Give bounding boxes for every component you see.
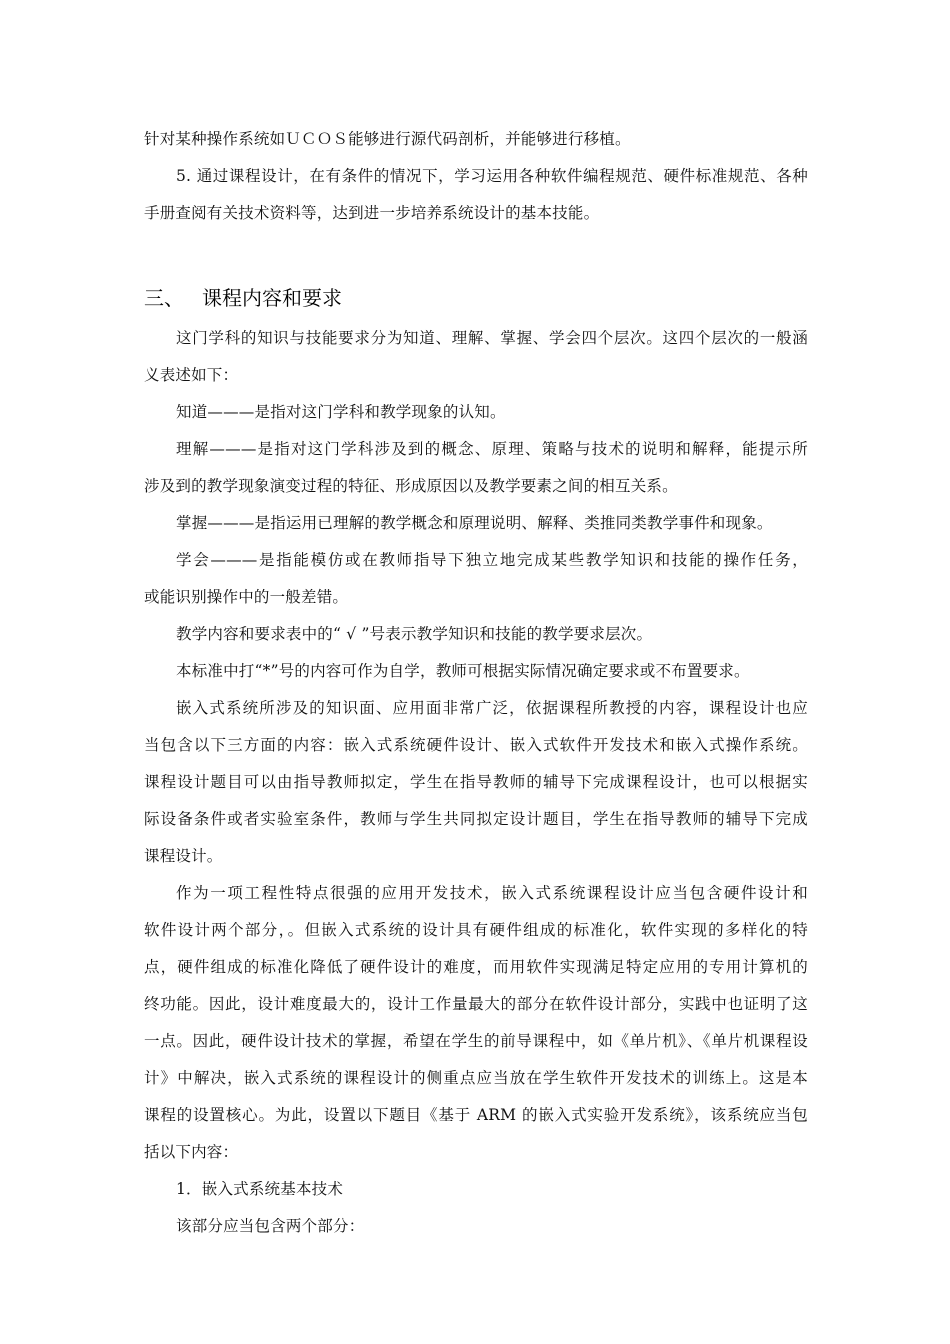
- text-line: 掌握———是指运用已理解的教学概念和原理说明、解释、类推同类教学事件和现象。: [176, 514, 773, 532]
- text-line: 括以下内容：: [144, 1143, 239, 1161]
- text-line: 5. 通过课程设计，在有条件的情况下，学习运用各种软件编程规范、硬件标准规范、各种: [176, 167, 808, 185]
- section-heading: [144, 276, 808, 320]
- text-line: 或能识别操作中的一般差错。: [144, 588, 349, 606]
- text-line: 教学内容和要求表中的“ √ ”号表示教学知识和技能的教学要求层次。: [176, 625, 653, 643]
- section-gap: [144, 232, 808, 276]
- text-line: 课程设计。: [144, 847, 223, 865]
- text-line: 义表述如下：: [144, 366, 239, 384]
- section-number: 三、: [144, 286, 184, 310]
- text-line: 理解———是指对这门学科涉及到的概念、原理、策略与技术的说明和解释，能提示所: [176, 440, 808, 458]
- text-line: 学会———是指能模仿或在教师指导下独立地完成某些教学知识和技能的操作任务，: [176, 551, 808, 569]
- text-line: 知道———是指对这门学科和教学现象的认知。: [176, 403, 506, 421]
- text-line: 嵌入式系统所涉及的知识面、应用面非常广泛，依据课程所教授的内容，课程设计也应: [176, 699, 808, 717]
- text-line: 软件设计两个部分，。但嵌入式系统的设计具有硬件组成的标准化，软件实现的多样化的特: [144, 921, 808, 939]
- section-title: 课程内容和要求: [202, 286, 342, 310]
- text-line: 一点。因此，硬件设计技术的掌握，希望在学生的前导课程中，如《单片机》、《单片机课程设: [144, 1032, 808, 1050]
- text-line: 涉及到的教学现象演变过程的特征、形成原因以及教学要素之间的相互关系。: [144, 477, 678, 495]
- document-body: [144, 121, 808, 1245]
- text-line: 本标准中打“*”号的内容可作为自学，教师可根据实际情况确定要求或不布置要求。: [176, 662, 750, 680]
- text-line: 际设备条件或者实验室条件，教师与学生共同拟定设计题目，学生在指导教师的辅导下完成: [144, 810, 808, 828]
- text-line: 当包含以下三方面的内容：嵌入式系统硬件设计、嵌入式软件开发技术和嵌入式操作系统。: [144, 736, 808, 754]
- text-line: 课程设计题目可以由指导教师拟定，学生在指导教师的辅导下完成课程设计，也可以根据实: [144, 773, 808, 791]
- text-line: 1．嵌入式系统基本技术: [176, 1180, 344, 1198]
- text-line: 该部分应当包含两个部分：: [176, 1217, 365, 1235]
- text-line: 点，硬件组成的标准化降低了硬件设计的难度，而用软件实现满足特定应用的专用计算机的: [144, 958, 808, 976]
- text-line: 针对某种操作系统如ＵＣＯＳ能够进行源代码剖析，并能够进行移植。: [144, 130, 631, 148]
- text-line: 作为一项工程性特点很强的应用开发技术，嵌入式系统课程设计应当包含硬件设计和: [176, 884, 808, 902]
- text-line: 手册查阅有关技术资料等，达到进一步培养系统设计的基本技能。: [144, 204, 600, 222]
- text-line: 终功能。因此，设计难度最大的，设计工作量最大的部分在软件设计部分，实践中也证明了这: [144, 995, 808, 1013]
- text-line: 课程的设置核心。为此，设置以下题目《基于 ARM 的嵌入式实验开发系统》，该系统应当包: [144, 1106, 808, 1124]
- text-line: 计》中解决，嵌入式系统的课程设计的侧重点应当放在学生软件开发技术的训练上。这是本: [144, 1069, 808, 1087]
- text-line: 这门学科的知识与技能要求分为知道、理解、掌握、学会四个层次。这四个层次的一般涵: [176, 329, 808, 347]
